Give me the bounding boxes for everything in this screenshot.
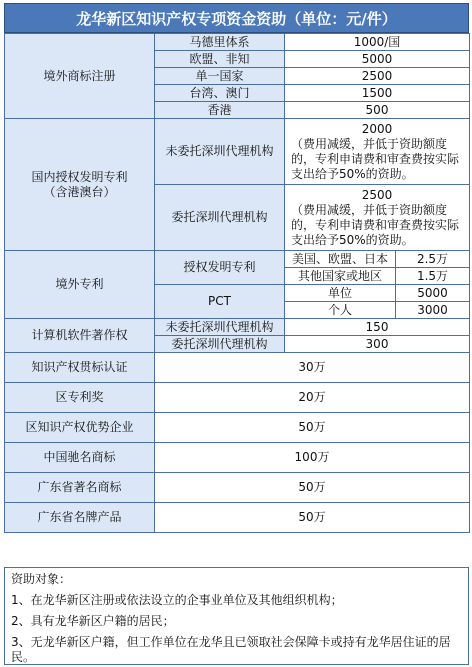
funding-table-panel [4, 3, 469, 665]
table-row [5, 383, 470, 413]
domestic-invention-label-line2: （含港澳台） [43, 184, 116, 199]
foreign-invention-region: 其他国家或地区 [285, 268, 396, 285]
table-row [5, 251, 470, 268]
simple-row-amount: 100万 [155, 443, 470, 473]
invention-amount: 2500 [361, 187, 393, 202]
invention-note: （费用减缓，并低于资助额度的，专利申请费和审查费按实际支出给予50%的资助。 [291, 136, 460, 181]
pct-label: PCT [155, 285, 285, 319]
simple-row-amount: 30万 [155, 353, 470, 383]
eligibility-item: 3、无龙华新区户籍，但工作单位在龙华且已领取社会保障卡或持有龙华居住证的居民。 [11, 635, 451, 664]
simple-row-label: 中国驰名商标 [5, 443, 155, 473]
invention-note: （费用减缓，并低于资助额度的，专利申请费和审查费按实际支出给予50%的资助。 [291, 202, 460, 247]
simple-row-label: 区知识产权优势企业 [5, 413, 155, 443]
trademark-region: 香港 [155, 102, 285, 119]
trademark-region: 欧盟、非知 [155, 51, 285, 68]
eligibility-notes [4, 567, 469, 665]
simple-row-label: 广东省著名商标 [5, 473, 155, 503]
foreign-trademark-label: 境外商标注册 [5, 34, 155, 119]
table-row [5, 319, 470, 336]
foreign-invention-amount: 2.5万 [396, 251, 470, 268]
table-row [5, 503, 470, 533]
simple-row-amount: 50万 [155, 413, 470, 443]
software-amount: 300 [285, 336, 470, 353]
invention-agency: 未委托深圳代理机构 [155, 119, 285, 185]
software-copyright-label: 计算机软件著作权 [5, 319, 155, 353]
eligibility-heading: 资助对象： [11, 572, 72, 586]
table-row [5, 413, 470, 443]
simple-row-label: 知识产权贯标认证 [5, 353, 155, 383]
invention-amount-cell [285, 185, 470, 251]
domestic-invention-label [5, 119, 155, 251]
trademark-region: 单一国家 [155, 68, 285, 85]
invention-amount: 2000 [361, 121, 393, 136]
pct-amount: 3000 [396, 302, 470, 319]
pct-type: 单位 [285, 285, 396, 302]
foreign-invention-amount: 1.5万 [396, 268, 470, 285]
trademark-region: 台湾、澳门 [155, 85, 285, 102]
simple-row-amount: 50万 [155, 473, 470, 503]
funding-table [4, 33, 470, 533]
domestic-invention-label-line1: 国内授权发明专利 [31, 169, 128, 184]
invention-agency: 委托深圳代理机构 [155, 185, 285, 251]
simple-row-label: 广东省名牌产品 [5, 503, 155, 533]
trademark-amount: 2500 [285, 68, 470, 85]
table-row [5, 473, 470, 503]
software-amount: 150 [285, 319, 470, 336]
table-row [5, 443, 470, 473]
simple-row-amount: 20万 [155, 383, 470, 413]
simple-row-amount: 50万 [155, 503, 470, 533]
table-row [5, 353, 470, 383]
eligibility-item: 2、具有龙华新区户籍的居民； [11, 614, 175, 628]
trademark-amount: 5000 [285, 51, 470, 68]
eligibility-item: 1、在龙华新区注册或依法设立的企事业单位及其他组织机构； [11, 593, 343, 607]
trademark-amount: 1000/国 [285, 34, 470, 51]
trademark-region: 马德里体系 [155, 34, 285, 51]
page-title: 龙华新区知识产权专项资金资助（单位：元/件） [4, 3, 469, 33]
trademark-amount: 1500 [285, 85, 470, 102]
invention-amount-cell [285, 119, 470, 185]
table-row [5, 34, 470, 51]
pct-amount: 5000 [396, 285, 470, 302]
foreign-invention-label: 授权发明专利 [155, 251, 285, 285]
foreign-invention-region: 美国、欧盟、日本 [285, 251, 396, 268]
table-row [5, 119, 470, 185]
software-agency: 委托深圳代理机构 [155, 336, 285, 353]
pct-type: 个人 [285, 302, 396, 319]
software-agency: 未委托深圳代理机构 [155, 319, 285, 336]
foreign-patent-label: 境外专利 [5, 251, 155, 319]
simple-row-label: 区专利奖 [5, 383, 155, 413]
trademark-amount: 500 [285, 102, 470, 119]
